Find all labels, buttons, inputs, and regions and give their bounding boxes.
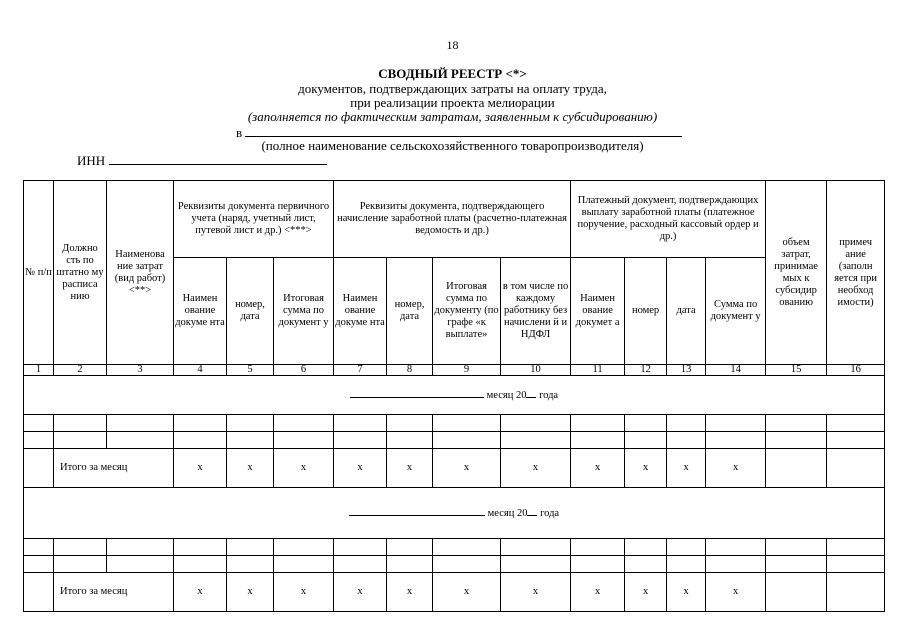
header-payroll-doc: Реквизиты документа, подтверждающего начисление заработной платы (расчетно-платежная ведомость и др.) (334, 181, 571, 258)
header-total-6: Итоговая сумма по документ у (274, 258, 334, 365)
total-label: Итого за месяц (54, 449, 174, 488)
x-mark: х (227, 449, 274, 488)
fill-instruction: (заполняется по фактическим затратам, заявленным к субсидированию) (247, 109, 658, 124)
month-header-row (24, 488, 885, 539)
col-number: 8 (387, 365, 433, 376)
month-total-row (24, 573, 885, 612)
x-mark: х (274, 449, 334, 488)
month-cell (24, 376, 885, 415)
x-mark: х (433, 573, 501, 612)
header-note: примеч ание (заполн яется при необход имости) (827, 181, 885, 365)
page-number: 18 (446, 38, 459, 52)
year-label: года (540, 508, 560, 519)
document-subtitle-1: документов, подтверждающих затраты на оплату труда, (298, 81, 607, 96)
header-position: Должно сть по штатно му расписа нию (54, 181, 107, 365)
x-mark: х (387, 449, 433, 488)
inn-line (77, 153, 327, 169)
x-mark: х (571, 573, 625, 612)
total-label: Итого за месяц (54, 573, 174, 612)
header-num-date-5: номер, дата (227, 258, 274, 365)
header-per-worker-10: в том числе по каждому работнику без начислени й и НДФЛ (501, 258, 571, 365)
month-cell (24, 488, 885, 539)
header-volume: объем затрат, принимае мых к субсидир ованию (766, 181, 827, 365)
header-sum-14: Сумма по документ у (706, 258, 766, 365)
header-primary-doc: Реквизиты документа первичного учета (наряд, учетный лист, путевой лист и др.) <***> (174, 181, 334, 258)
col-number: 13 (667, 365, 706, 376)
register-table (23, 180, 885, 612)
col-number: 11 (571, 365, 625, 376)
col-number: 10 (501, 365, 571, 376)
month-label: месяц 20 (486, 390, 527, 401)
header-doc-name-7: Наимен ование докуме нта (334, 258, 387, 365)
full-name-caption: (полное наименование сельскохозяйственного товаропроизводителя) (261, 138, 644, 153)
x-mark: х (667, 449, 706, 488)
header-doc-name-11: Наимен ование докумет а (571, 258, 625, 365)
col-number: 16 (827, 365, 885, 376)
x-mark: х (501, 449, 571, 488)
header-date-13: дата (667, 258, 706, 365)
recipient-blank (245, 125, 682, 137)
in-prefix: в (236, 125, 243, 140)
col-number: 9 (433, 365, 501, 376)
x-mark: х (274, 573, 334, 612)
col-number: 6 (274, 365, 334, 376)
col-number: 1 (24, 365, 54, 376)
x-mark: х (625, 449, 667, 488)
col-number: 14 (706, 365, 766, 376)
col-number: 5 (227, 365, 274, 376)
month-header-row (24, 376, 885, 415)
x-mark: х (706, 573, 766, 612)
header-num-date-8: номер, дата (387, 258, 433, 365)
x-mark: х (625, 573, 667, 612)
table-row (24, 432, 885, 449)
x-mark: х (706, 449, 766, 488)
document-subtitle-2: при реализации проекта мелиорации (350, 95, 555, 110)
col-number: 12 (625, 365, 667, 376)
x-mark: х (571, 449, 625, 488)
table-row (24, 556, 885, 573)
column-numbers-row (24, 365, 885, 376)
table-row (24, 415, 885, 432)
col-number: 2 (54, 365, 107, 376)
col-number: 3 (107, 365, 174, 376)
header-total-9: Итоговая сумма по документу (по графе «к выплате» (433, 258, 501, 365)
col-number: 4 (174, 365, 227, 376)
col-number: 15 (766, 365, 827, 376)
inn-blank (109, 153, 327, 165)
header-payment-doc: Платежный документ, подтверждающих выплату заработной платы (платежное поручение, расходный кассовый ордер и др.) (571, 181, 766, 258)
header-cost-name: Наименова ние затрат (вид работ) <**> (107, 181, 174, 365)
month-label: месяц 20 (487, 508, 528, 519)
x-mark: х (174, 449, 227, 488)
header-number-12: номер (625, 258, 667, 365)
year-label: года (539, 390, 559, 401)
x-mark: х (501, 573, 571, 612)
x-mark: х (227, 573, 274, 612)
x-mark: х (174, 573, 227, 612)
x-mark: х (433, 449, 501, 488)
x-mark: х (334, 449, 387, 488)
header-row-1 (24, 181, 885, 258)
inn-label: ИНН (77, 153, 106, 168)
header-doc-name-4: Наимен ование докуме нта (174, 258, 227, 365)
col-number: 7 (334, 365, 387, 376)
x-mark: х (667, 573, 706, 612)
x-mark: х (334, 573, 387, 612)
table-row (24, 539, 885, 556)
month-total-row (24, 449, 885, 488)
x-mark: х (387, 573, 433, 612)
document-title: СВОДНЫЙ РЕЕСТР <*> (378, 66, 527, 81)
header-num: № п/п (24, 181, 54, 365)
